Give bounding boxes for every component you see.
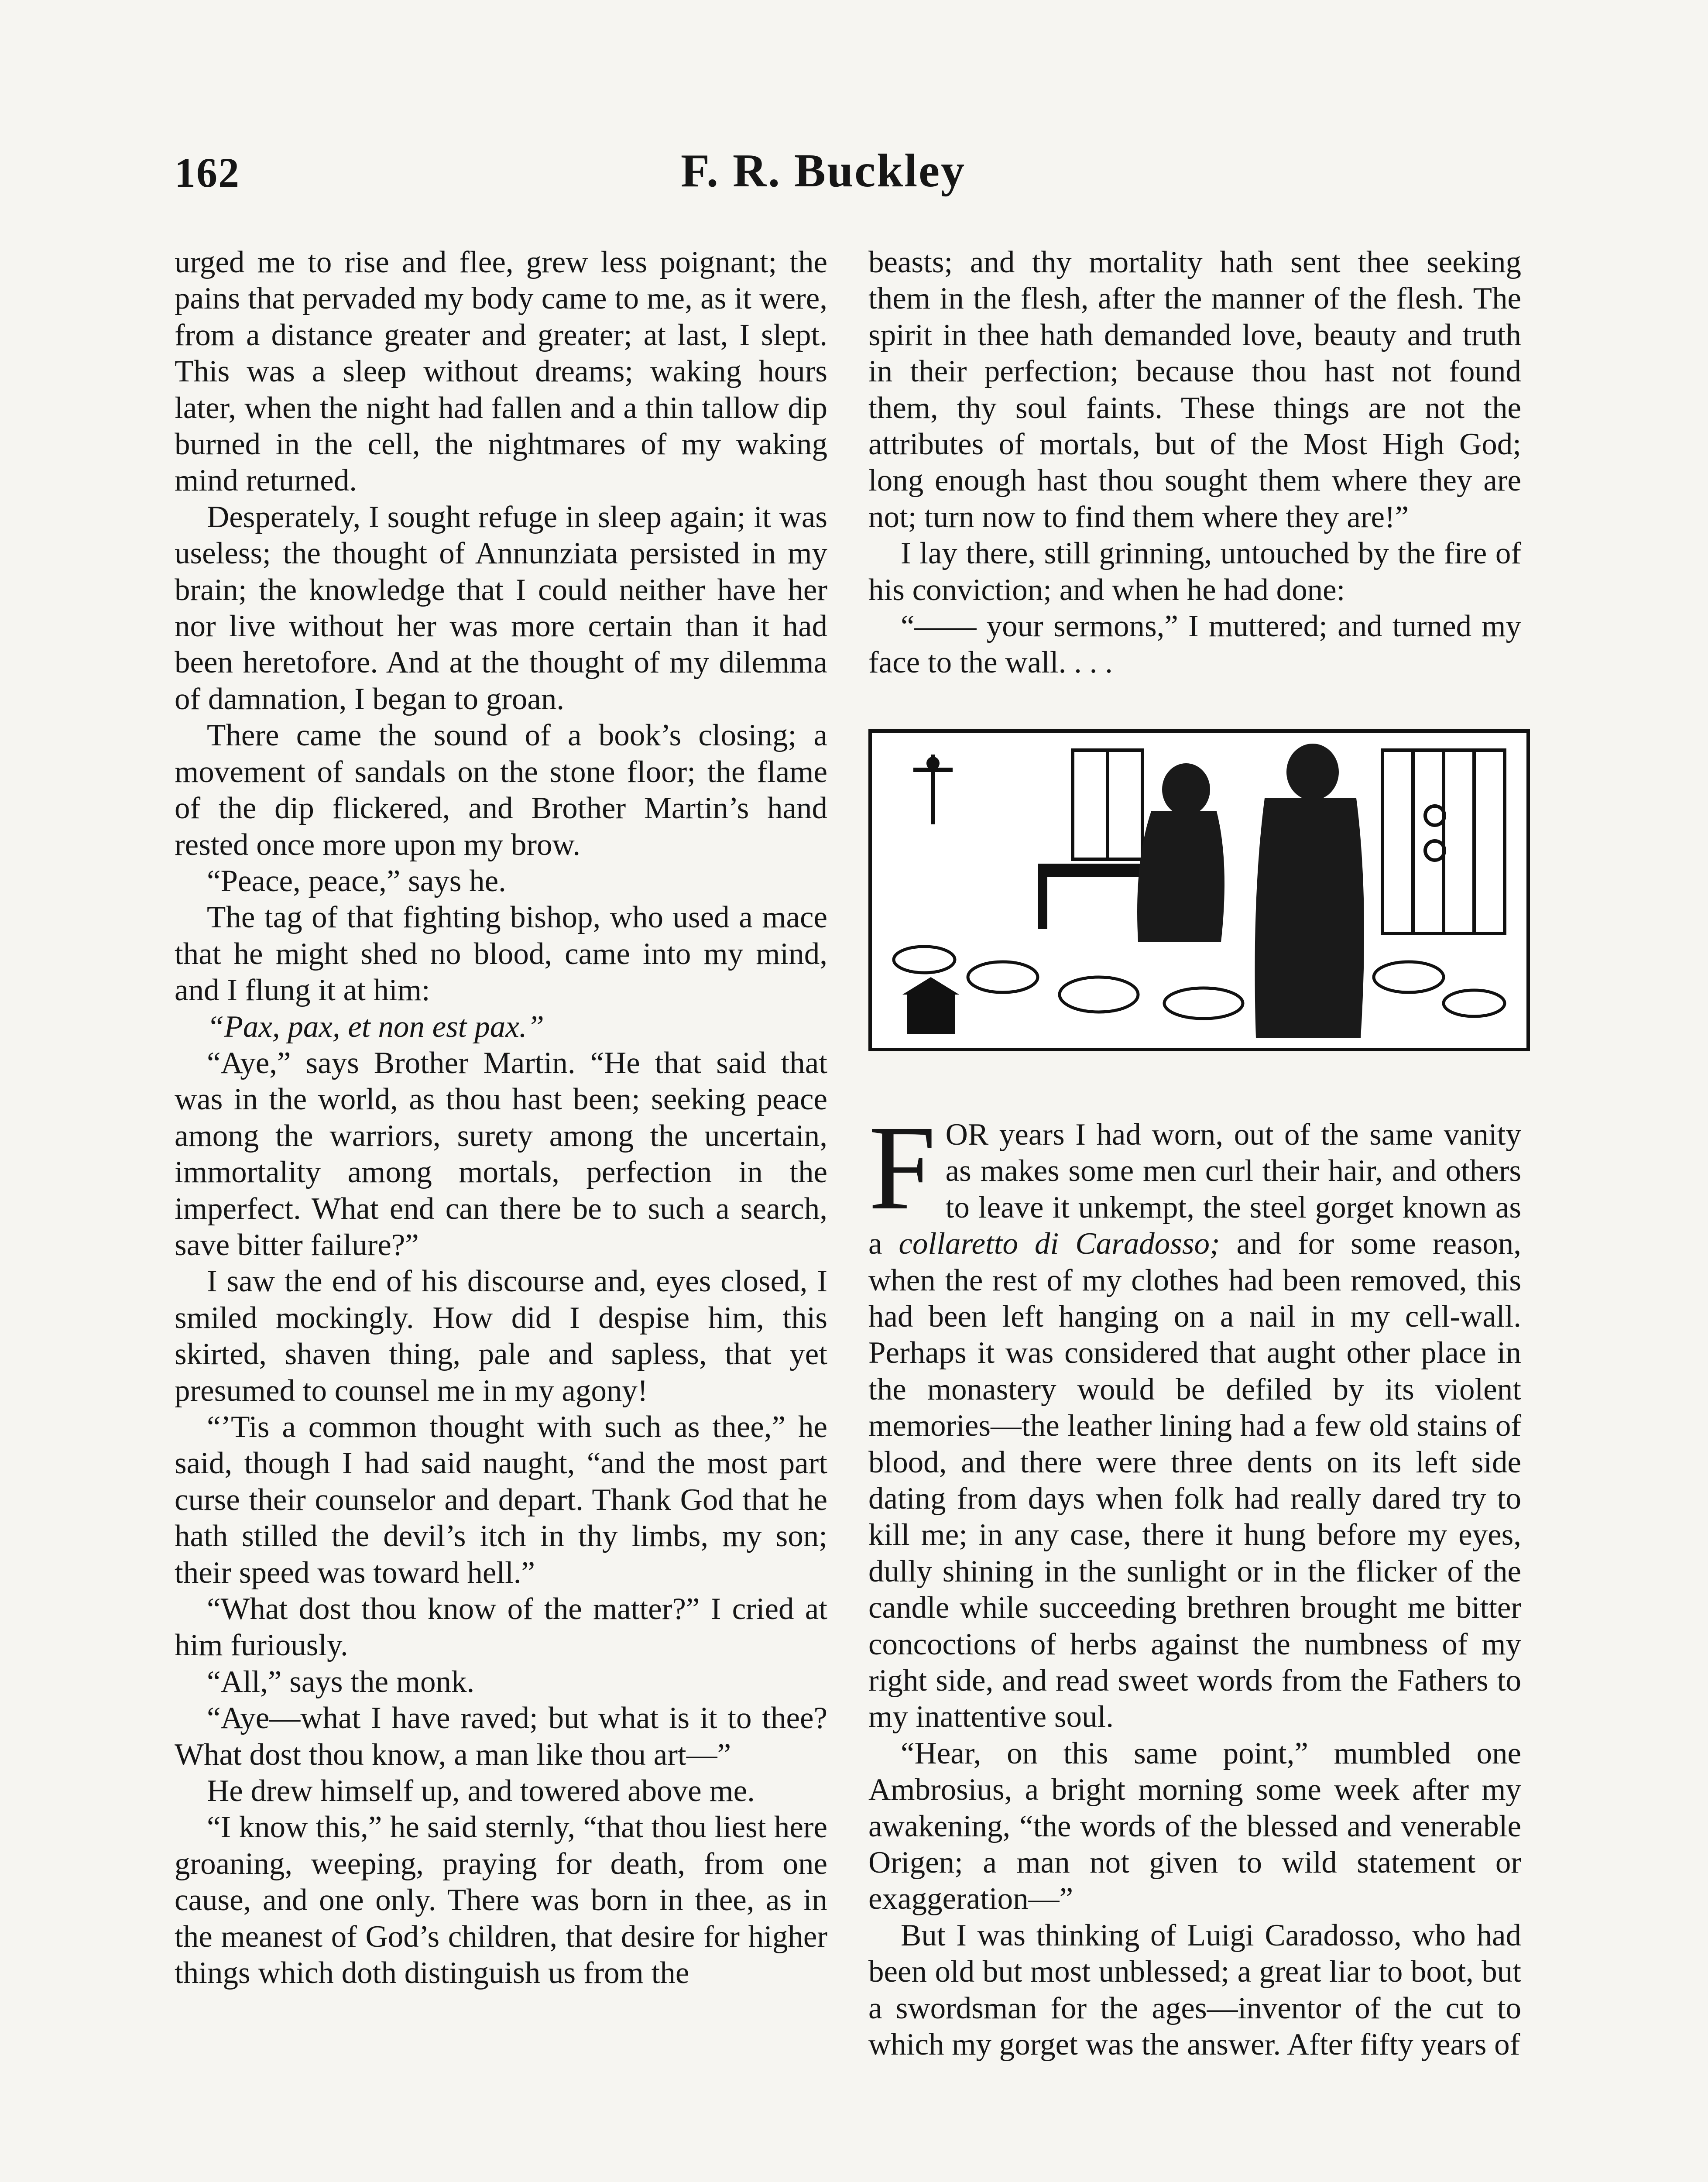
text-run: and for some reason, when the rest of my clothes had been removed, this had been left hanging on a nail in my cell-wall. Perhaps it was considered that aught other place in the monastery would be defiled by its violent memories—the leather lining had a few old stains of blood, and there were three dents on its left side dating from days when folk had really dared try to kill me; in any case, there it hung before my eyes, dully shining in the sunlight or in the flicker of the candle while succeeding brethren brought me bitter concoctions of herbs against the numbness of my right side, and read sweet words from the Fathers to my inattentive soul. <box>868 1227 1521 1734</box>
paragraph: Desperately, I sought refuge in sleep again; it was useless; the thought of Annunziata persisted in my brain; the knowledge that I could neither have her nor live without her was more certain than it had been heretofore. And at the thought of my dilemma of damnation, I began to groan. <box>175 500 827 716</box>
paragraph: There came the sound of a book’s closing; a movement of sandals on the stone floor; the flame of the dip flickered, and Brother Martin’s hand rested once more upon my brow. <box>175 718 827 862</box>
latin-quote-text: “Pax, pax, et non est pax.” <box>207 1009 544 1044</box>
italic-term: collaretto di Caradosso; <box>899 1227 1220 1261</box>
paragraph: “Aye—what I have raved; but what is it to thee? What dost thou know, a man like thou art—” <box>175 1701 827 1772</box>
paragraph: “—— your sermons,” I muttered; and turned my face to the wall. . . . <box>868 609 1521 680</box>
paragraph-with-drop-cap <box>868 1100 1521 1736</box>
paragraph: “I know this,” he said sternly, “that thou liest here groaning, weeping, praying for death, from one cause, and one only. There was born in thee, as in the meanest of God’s children, that desire for higher things which doth distinguish us from the <box>175 1810 827 1990</box>
paragraph: “Hear, on this same point,” mumbled one Ambrosius, a bright morning some week after my awakening, “the words of the blessed and venerable Origen; a man not given to wild statement or exaggeration—” <box>868 1736 1521 1916</box>
right-column <box>868 244 1521 2063</box>
paragraph: I saw the end of his discourse and, eyes closed, I smiled mockingly. How did I despise him, this skirted, shaven thing, pale and sapless, that yet presumed to counsel me in my agony! <box>175 1264 827 1408</box>
paragraph: “Aye,” says Brother Martin. “He that said that was in the world, as thou hast been; seeking peace among the warriors, surety among the uncertain, immortality among mortals, perfection in the imperfect. What end can there be to such a search, save bitter failure?” <box>175 1046 827 1262</box>
paragraph: “’Tis a common thought with such as thee,” he said, though I had said naught, “and the most part curse their counselor and depart. Thank God that he hath stilled the devil’s itch in thy limbs, my son; their speed was toward hell.” <box>175 1410 827 1590</box>
woodcut-illustration <box>868 729 1530 1051</box>
drop-cap: F <box>868 1100 936 1235</box>
paragraph: But I was thinking of Luigi Caradosso, who had been old but most unblessed; a great liar to boot, but a swordsman for the ages—inventor of the cut to which my gorget was the answer. After fifty years of <box>868 1918 1521 2062</box>
latin-quote <box>175 1009 827 1045</box>
paragraph: I lay there, still grinning, untouched by the fire of his conviction; and when he had done: <box>868 536 1521 607</box>
running-head-author: F. R. Buckley <box>681 145 966 197</box>
left-column <box>175 244 827 1992</box>
paragraph: urged me to rise and flee, grew less poignant; the pains that pervaded my body came to me, as it were, from a distance greater and greater; at last, I slept. This was a sleep without dreams; waking hours later, when the night had fallen and a thin tallow dip burned in the cell, the nightmares of my waking mind returned. <box>175 245 827 498</box>
paragraph: “All,” says the monk. <box>207 1664 475 1699</box>
paragraph: “What dost thou know of the matter?” I cried at him furiously. <box>175 1592 827 1663</box>
paragraph: The tag of that fighting bishop, who used a mace that he might shed no blood, came into my mind, and I flung it at him: <box>175 900 827 1008</box>
text-run: OR years I had worn, out of the same vanity as makes some men curl their hair, and others to leave it unkempt, the steel gorget known as a <box>868 1117 1521 1261</box>
paragraph: He drew himself up, and towered above me. <box>207 1774 755 1808</box>
paragraph: beasts; and thy mortality hath sent thee seeking them in the flesh, after the manner of the flesh. The spirit in thee hath demanded love, beauty and truth in their perfection; because thou hast not found them, thy soul faints. These things are not the attributes of mortals, but of the Most High God; long enough hast thou sought them where they are not; turn now to find them where they are!” <box>868 245 1521 534</box>
page-number: 162 <box>175 149 240 196</box>
paragraph: “Peace, peace,” says he. <box>207 864 506 898</box>
